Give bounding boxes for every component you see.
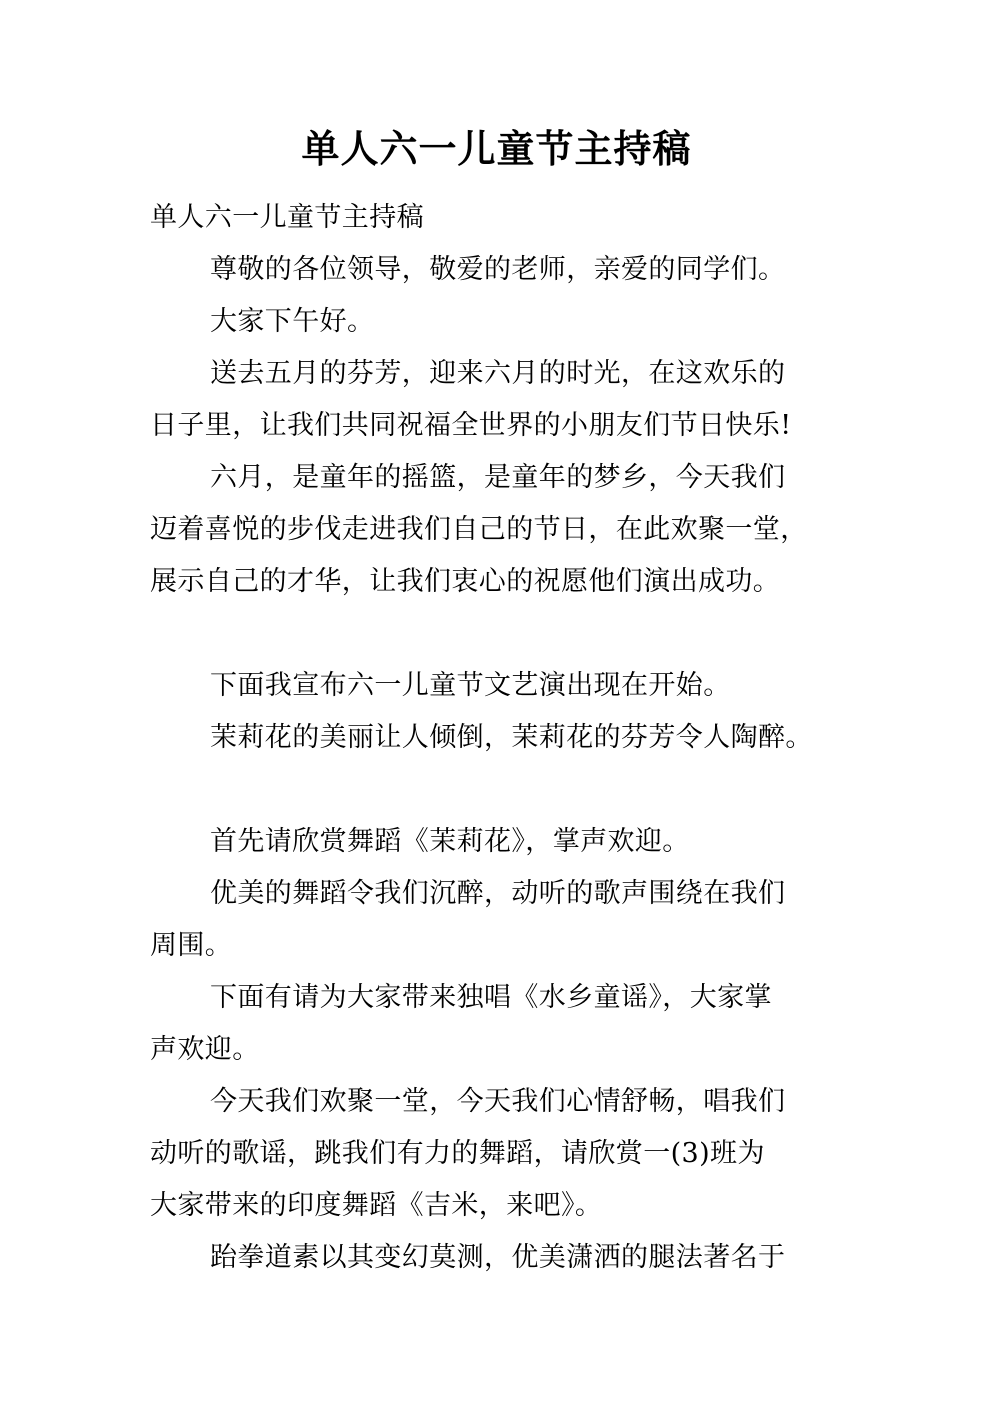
text-line: 声欢迎。 <box>150 1034 260 1065</box>
text-line: 今天我们欢聚一堂，今天我们心情舒畅，唱我们 <box>210 1086 786 1117</box>
document-body <box>150 192 850 1284</box>
text-line: 茉莉花的美丽让人倾倒，茉莉花的芬芳令人陶醉。 <box>210 722 813 753</box>
text-line-greeting: 尊敬的各位领导，敬爱的老师，亲爱的同学们。 <box>210 254 786 285</box>
text-line-heading: 单人六一儿童节主持稿 <box>150 202 424 233</box>
text-line: 大家带来的印度舞蹈《吉米，来吧》。 <box>150 1190 603 1221</box>
text-line: 跆拳道素以其变幻莫测，优美潇洒的腿法著名于 <box>210 1242 786 1273</box>
text-line: 下面我宣布六一儿童节文艺演出现在开始。 <box>210 670 731 701</box>
text-line: 周围。 <box>150 930 233 961</box>
text-line: 展示自己的才华，让我们衷心的祝愿他们演出成功。 <box>150 566 781 597</box>
blank-line <box>150 764 850 816</box>
text-line: 下面有请为大家带来独唱《水乡童谣》，大家掌 <box>210 982 772 1013</box>
text-line: 六月，是童年的摇篮，是童年的梦乡，今天我们 <box>210 462 786 493</box>
text-line: 首先请欣赏舞蹈《茉莉花》，掌声欢迎。 <box>210 826 690 857</box>
text-line: 日子里，让我们共同祝福全世界的小朋友们节日快乐! <box>150 410 792 441</box>
text-line: 迈着喜悦的步伐走进我们自己的节日，在此欢聚一堂， <box>150 514 808 545</box>
text-line: 优美的舞蹈令我们沉醉，动听的歌声围绕在我们 <box>210 878 786 909</box>
document-title: 单人六一儿童节主持稿 <box>301 127 692 171</box>
blank-line <box>150 608 850 660</box>
text-line: 大家下午好。 <box>210 306 375 337</box>
text-line: 动听的歌谣，跳我们有力的舞蹈，请欣赏一(3)班为 <box>150 1138 765 1169</box>
text-line: 送去五月的芬芳，迎来六月的时光，在这欢乐的 <box>210 358 786 389</box>
